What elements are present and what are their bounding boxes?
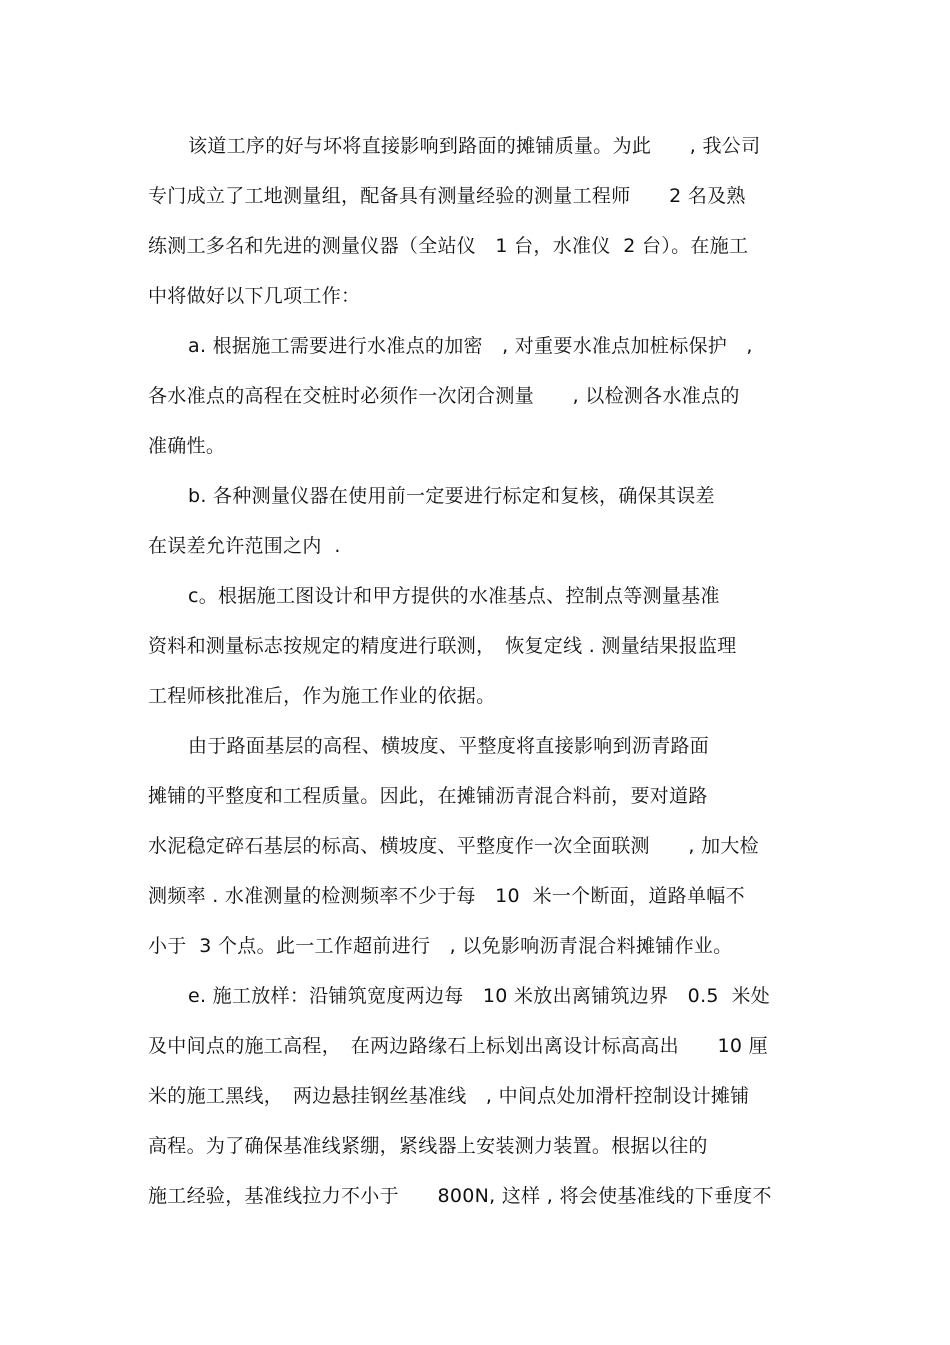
text-line-7: 准确性。 [148, 435, 226, 457]
text-line-20: 米的施工黑线， 两边悬挂钢丝基准线 , 中间点处加滑杆控制设计摊铺 [148, 1085, 750, 1107]
text-line-22: 施工经验，基准线拉力不小于 800N, 这样 , 将会使基准线的下垂度不 [148, 1185, 772, 1207]
text-line-12: 工程师核批准后，作为施工作业的依据。 [148, 685, 496, 707]
text-line-17: 小于 3 个点。此一工作超前进行 , 以免影响沥青混合料摊铺作业。 [148, 935, 733, 957]
text-line-11: 资料和测量标志按规定的精度进行联测， 恢复定线 . 测量结果报监理 [148, 635, 737, 657]
text-line-13: 由于路面基层的高程、横坡度、平整度将直接影响到沥青路面 [188, 735, 710, 757]
text-line-6: 各水准点的高程在交桩时必须作一次闭合测量 , 以检测各水准点的 [148, 385, 740, 407]
text-line-5: a. 根据施工需要进行水准点的加密 , 对重要水准点加桩标保护 , [188, 335, 753, 357]
text-line-3: 练测工多名和先进的测量仪器（全站仪 1 台，水准仪 2 台）。在施工 [148, 235, 749, 257]
text-line-2: 专门成立了工地测量组，配备具有测量经验的测量工程师 2 名及熟 [148, 185, 746, 207]
text-line-1: 该道工序的好与坏将直接影响到路面的摊铺质量。为此 , 我公司 [188, 135, 761, 157]
text-line-19: 及中间点的施工高程， 在两边路缘石上标划出离设计标高高出 10 厘 [148, 1035, 768, 1057]
text-line-18: e. 施工放样：沿铺筑宽度两边每 10 米放出离铺筑边界 0.5 米处 [188, 985, 771, 1007]
text-line-10: c。根据施工图设计和甲方提供的水准基点、控制点等测量基准 [188, 585, 720, 607]
text-line-21: 高程。为了确保基准线紧绷，紧线器上安装测力装置。根据以往的 [148, 1135, 708, 1157]
text-line-16: 测频率 . 水准测量的检测频率不少于每 10 米一个断面，道路单幅不 [148, 885, 745, 907]
text-line-8: b. 各种测量仪器在使用前一定要进行标定和复核，确保其误差 [188, 485, 715, 507]
text-line-14: 摊铺的平整度和工程质量。因此，在摊铺沥青混合料前，要对道路 [148, 785, 708, 807]
text-line-9: 在误差允许范围之内 . [148, 535, 341, 557]
text-line-4: 中将做好以下几项工作： [148, 285, 361, 307]
text-line-15: 水泥稳定碎石基层的标高、横坡度、平整度作一次全面联测 , 加大检 [148, 835, 759, 857]
